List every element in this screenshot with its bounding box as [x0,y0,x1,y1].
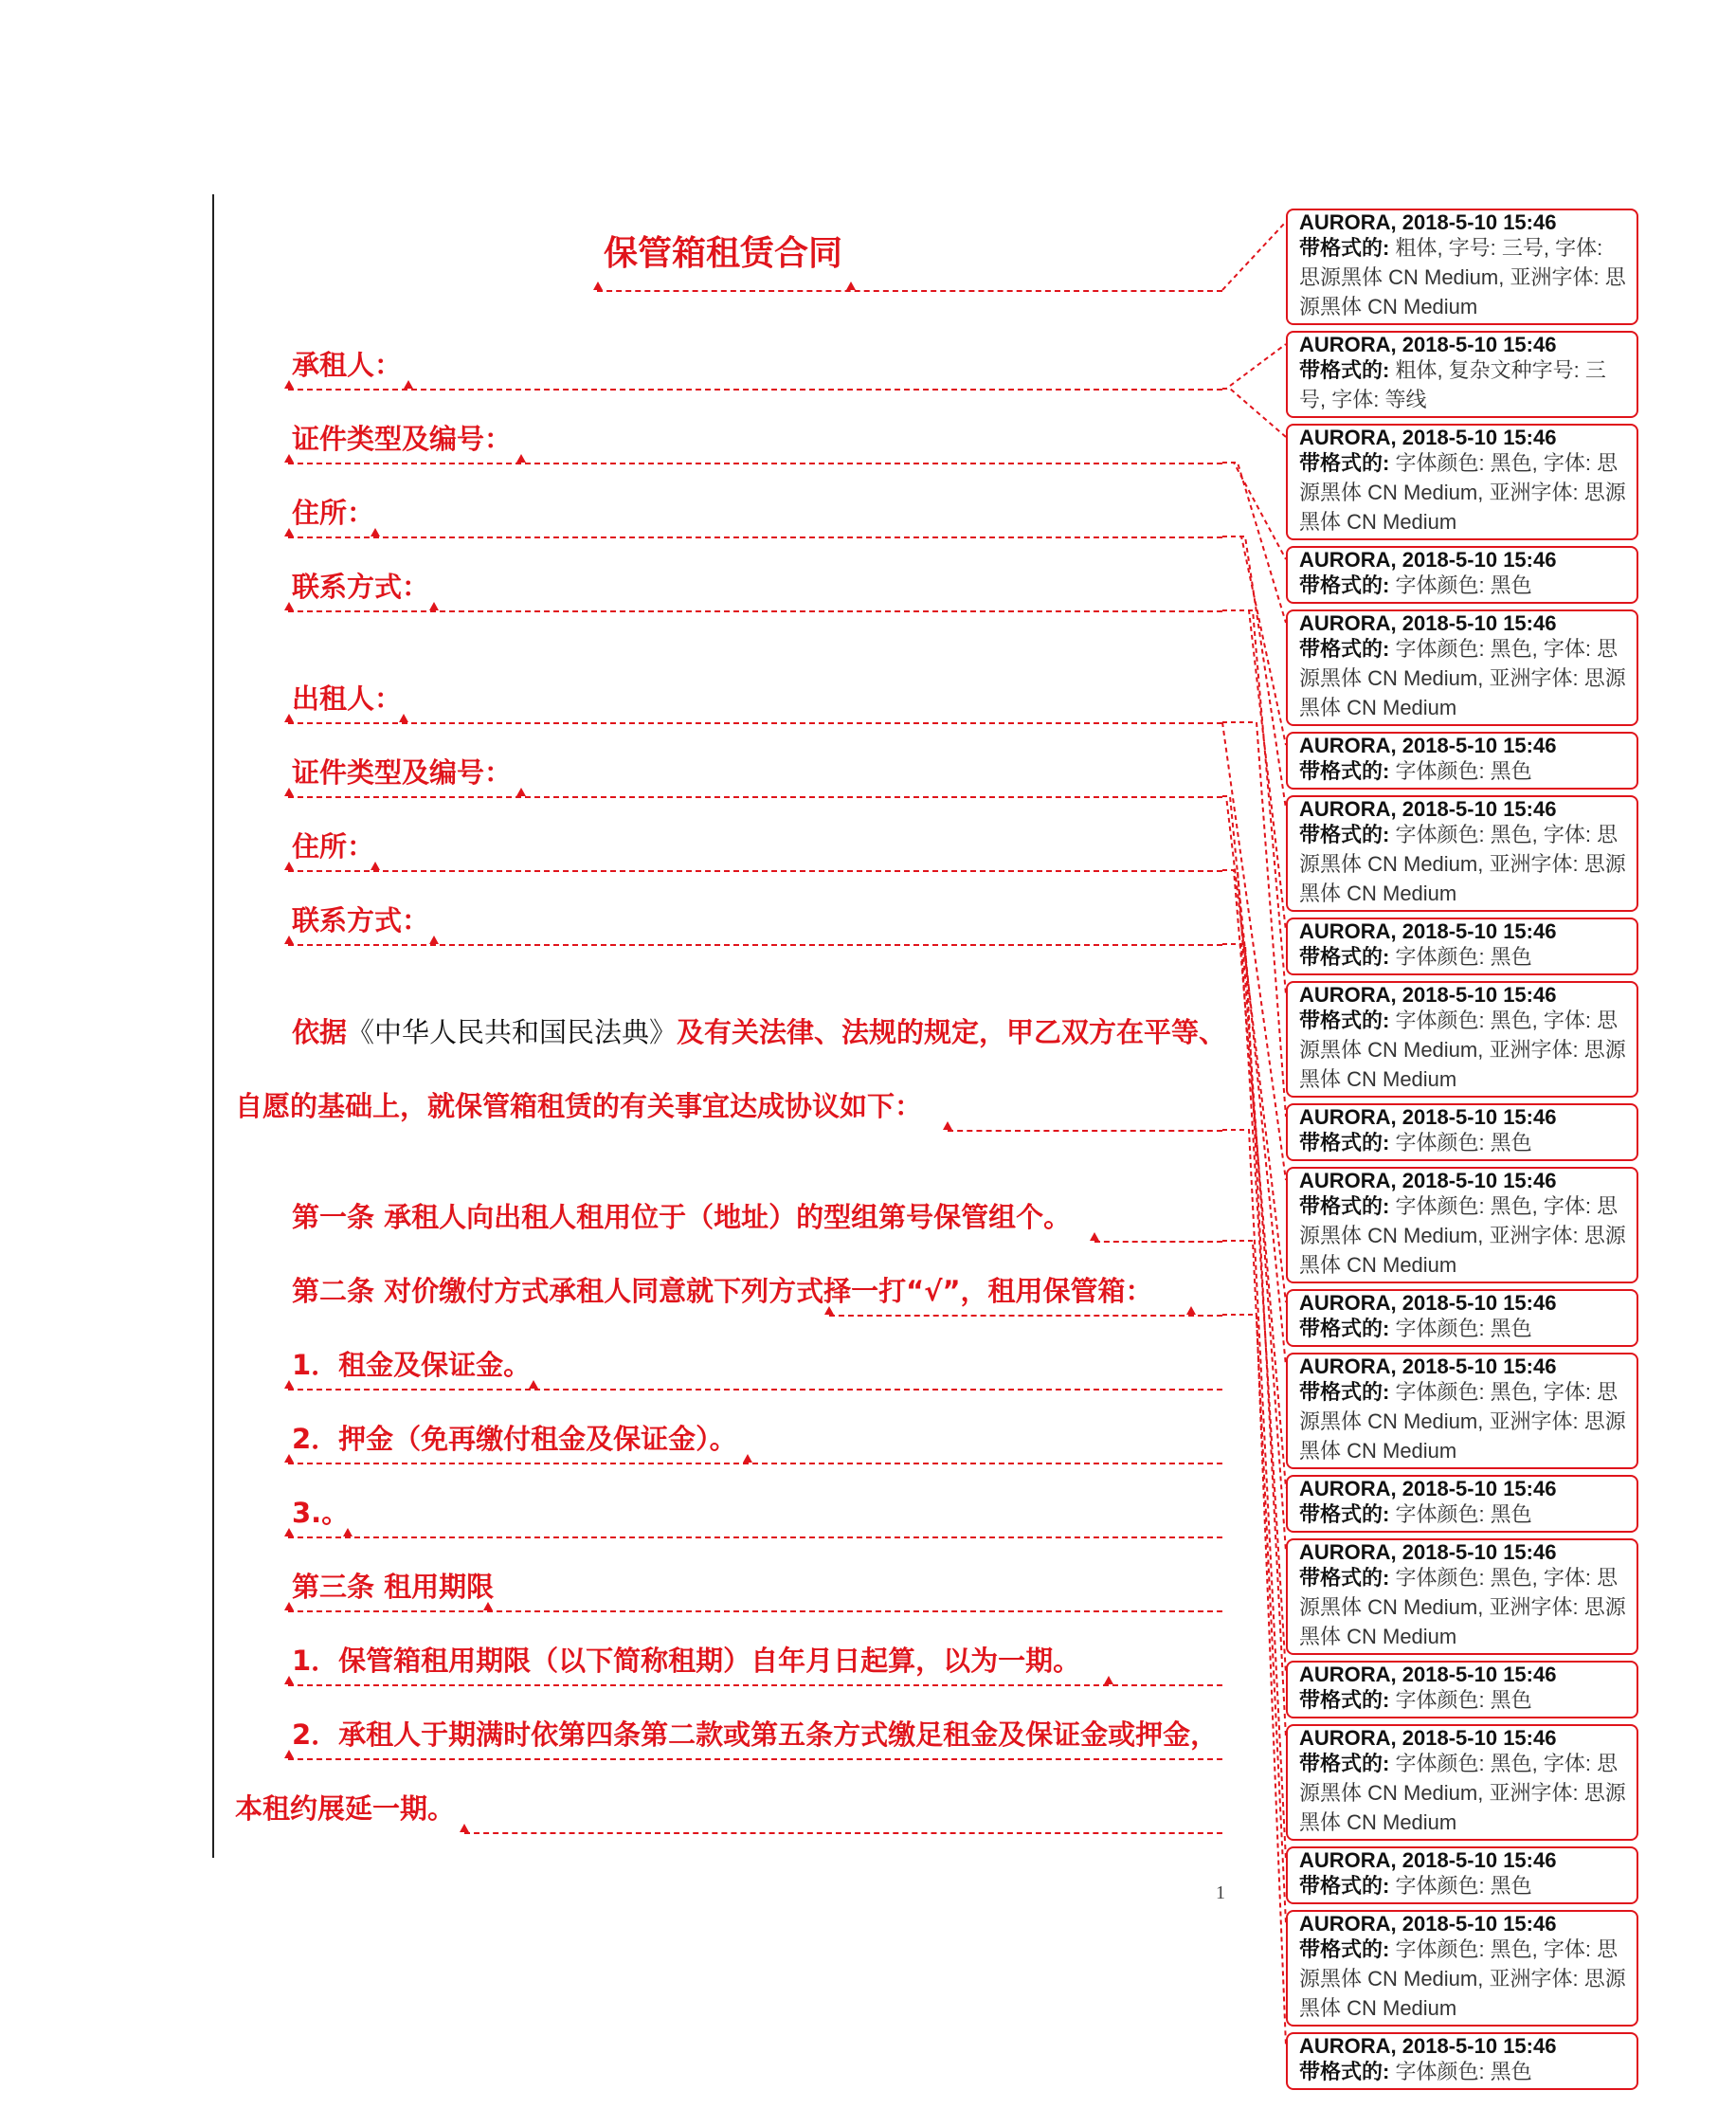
comment-balloon[interactable] [1286,1167,1638,1283]
comment-header: AURORA, 2018-5-10 15:46 [1299,983,1557,1007]
comment-detail: 字体颜色: 黑色, 字体: 思源黑体 CN Medium, 亚洲字体: 思源黑体 CN Medium [1299,1194,1626,1277]
comment-balloon[interactable] [1286,1661,1638,1718]
comment-balloon[interactable] [1286,1475,1638,1533]
comment-balloon[interactable] [1286,1289,1638,1347]
comment-label: 带格式的: [1299,1194,1396,1218]
clause-3: 第三条 租用期限 [292,1571,495,1603]
comment-body [1299,756,1627,786]
comment-body [1299,1871,1627,1900]
comment-label: 带格式的: [1299,1566,1396,1590]
comment-connector [1222,610,1286,931]
comment-label: 带格式的: [1299,358,1396,382]
clause-3-item-1: 1．保管箱租用期限（以下简称租期）自年月日起算，以为一期。 [292,1645,1081,1677]
comment-label: 带格式的: [1299,2060,1396,2083]
comment-balloon[interactable] [1286,546,1638,604]
comment-balloon[interactable] [1286,424,1638,540]
clause-2-option-3: 3.。 [292,1497,350,1529]
law-rest: 及有关法律、法规的规定，甲乙双方在平等、 [677,1016,1227,1048]
clause-2: 第二条 对价缴付方式承租人同意就下列方式择一打“√”，租用保管箱： [292,1275,1153,1307]
comment-balloon[interactable] [1286,1724,1638,1841]
comment-label: 带格式的: [1299,1752,1396,1775]
comment-label: 带格式的: [1299,1874,1396,1898]
comment-header: AURORA, 2018-5-10 15:46 [1299,1291,1557,1315]
comment-label: 带格式的: [1299,1131,1396,1154]
comment-balloon[interactable] [1286,1538,1638,1655]
comment-detail: 字体颜色: 黑色 [1395,1688,1532,1712]
comment-detail: 字体颜色: 黑色, 字体: 思源黑体 CN Medium, 亚洲字体: 思源黑体 CN Medium [1299,637,1626,719]
comment-label: 带格式的: [1299,1688,1396,1712]
comment-detail: 字体颜色: 黑色, 字体: 思源黑体 CN Medium, 亚洲字体: 思源黑体 CN Medium [1299,1752,1626,1834]
clause-2-option-2: 2．押金（免再缴付租金及保证金）。 [292,1423,737,1455]
comment-body [1299,233,1627,321]
comment-detail: 字体颜色: 黑色 [1395,1317,1532,1340]
comment-detail: 字体颜色: 黑色 [1395,573,1532,597]
comment-body [1299,1500,1627,1529]
comment-header: AURORA, 2018-5-10 15:46 [1299,1540,1557,1564]
comment-balloon[interactable] [1286,331,1638,418]
page-number: 1 [1216,1882,1225,1903]
comment-balloon[interactable] [1286,981,1638,1098]
comment-connector [1222,389,1286,437]
comment-label: 带格式的: [1299,759,1396,783]
comment-connector [1222,463,1286,559]
comment-header: AURORA, 2018-5-10 15:46 [1299,1354,1557,1378]
lessee-id-label: 证件类型及编号： [292,423,513,455]
lessee-contact-label: 联系方式： [292,571,430,603]
comment-detail: 字体颜色: 黑色 [1395,945,1532,969]
comment-balloon[interactable] [1286,732,1638,790]
comment-detail: 字体颜色: 黑色, 字体: 思源黑体 CN Medium, 亚洲字体: 思源黑体 CN Medium [1299,1566,1626,1648]
comment-header: AURORA, 2018-5-10 15:46 [1299,333,1557,356]
clause-3-item-2-continuation: 本租约展延一期。 [235,1792,456,1825]
comment-detail: 字体颜色: 黑色 [1395,1502,1532,1526]
comment-connector [1222,1315,1286,2045]
comment-balloon[interactable] [1286,795,1638,912]
comment-connector [1222,870,1286,1488]
comment-header: AURORA, 2018-5-10 15:46 [1299,1105,1557,1129]
comment-label: 带格式的: [1299,573,1396,597]
comment-label: 带格式的: [1299,1009,1396,1032]
comment-detail: 字体颜色: 黑色 [1395,1131,1532,1154]
comment-connector [1222,944,1286,1737]
comment-detail: 字体颜色: 黑色, 字体: 思源黑体 CN Medium, 亚洲字体: 思源黑体 CN Medium [1299,1937,1626,2020]
lessor-contact-label: 联系方式： [292,904,430,936]
comment-header: AURORA, 2018-5-10 15:46 [1299,797,1557,821]
comment-connector [1222,344,1286,389]
comment-header: AURORA, 2018-5-10 15:46 [1299,426,1557,449]
comment-header: AURORA, 2018-5-10 15:46 [1299,1912,1557,1936]
clause-1: 第一条 承租人向出租人租用位于（地址）的型组第号保管组个。 [292,1201,1072,1233]
lessor-id-label: 证件类型及编号： [292,756,513,789]
comment-label: 带格式的: [1299,945,1396,969]
comment-header: AURORA, 2018-5-10 15:46 [1299,548,1557,572]
comment-label: 带格式的: [1299,236,1396,260]
comment-body [1299,2057,1627,2086]
comment-detail: 字体颜色: 黑色 [1395,759,1532,783]
comment-header: AURORA, 2018-5-10 15:46 [1299,1848,1557,1872]
comment-balloon[interactable] [1286,2032,1638,2090]
comment-balloon[interactable] [1286,1910,1638,2027]
comment-header: AURORA, 2018-5-10 15:46 [1299,210,1557,234]
comment-balloon[interactable] [1286,209,1638,325]
comment-label: 带格式的: [1299,1317,1396,1340]
comment-connector [1222,222,1286,290]
comment-body [1299,448,1627,536]
comment-header: AURORA, 2018-5-10 15:46 [1299,919,1557,943]
lessor-label: 出租人： [292,682,403,715]
lessor-address-label: 住所： [292,830,375,863]
lessee-address-label: 住所： [292,497,375,529]
comment-connector [1222,1130,1286,1860]
comment-label: 带格式的: [1299,823,1396,846]
comment-balloon[interactable] [1286,1353,1638,1469]
comment-label: 带格式的: [1299,1380,1396,1404]
comment-header: AURORA, 2018-5-10 15:46 [1299,2034,1557,2058]
comment-connector [1222,870,1286,1552]
comment-body [1299,820,1627,908]
lessee-label: 承租人： [292,349,403,381]
comment-balloon[interactable] [1286,609,1638,726]
comment-body [1299,1935,1627,2023]
comment-detail: 字体颜色: 黑色, 字体: 思源黑体 CN Medium, 亚洲字体: 思源黑体 CN Medium [1299,451,1626,534]
comment-body [1299,1191,1627,1280]
comment-connector [1222,536,1286,745]
comment-body [1299,355,1627,414]
comment-body [1299,1749,1627,1837]
comment-header: AURORA, 2018-5-10 15:46 [1299,734,1557,757]
comment-body [1299,942,1627,972]
clause-3-item-2: 2．承租人于期满时依第四条第二款或第五条方式缴足租金及保证金或押金， [292,1718,1219,1751]
comment-header: AURORA, 2018-5-10 15:46 [1299,1477,1557,1500]
comment-detail: 字体颜色: 黑色, 字体: 思源黑体 CN Medium, 亚洲字体: 思源黑体 CN Medium [1299,1009,1626,1091]
comment-detail: 字体颜色: 黑色, 字体: 思源黑体 CN Medium, 亚洲字体: 思源黑体 CN Medium [1299,1380,1626,1463]
comment-connector [1222,536,1286,809]
comment-header: AURORA, 2018-5-10 15:46 [1299,1663,1557,1686]
comment-body [1299,1128,1627,1157]
law-name: 《中华人民共和国民法典》 [347,1016,678,1048]
comment-detail: 字体颜色: 黑色 [1395,2060,1532,2083]
agreement-line: 自愿的基础上，就保管箱租赁的有关事宜达成协议如下： [235,1090,923,1122]
comment-body [1299,1685,1627,1715]
comment-label: 带格式的: [1299,451,1396,475]
comment-detail: 字体颜色: 黑色, 字体: 思源黑体 CN Medium, 亚洲字体: 思源黑体 CN Medium [1299,823,1626,905]
comment-body [1299,634,1627,722]
comment-label: 带格式的: [1299,1502,1396,1526]
comment-header: AURORA, 2018-5-10 15:46 [1299,1169,1557,1192]
comment-body [1299,1563,1627,1651]
comment-header: AURORA, 2018-5-10 15:46 [1299,611,1557,635]
comment-body [1299,1377,1627,1465]
comment-balloon[interactable] [1286,1846,1638,1904]
comment-body [1299,571,1627,600]
comment-detail: 字体颜色: 黑色 [1395,1874,1532,1898]
document-title: 保管箱租赁合同 [604,234,843,273]
clause-2-option-1: 1．租金及保证金。 [292,1349,532,1381]
comment-label: 带格式的: [1299,637,1396,661]
comment-detail: 粗体, 字号: 三号, 字体: 思源黑体 CN Medium, 亚洲字体: 思源黑体 CN Medium [1299,236,1626,318]
comment-label: 带格式的: [1299,1937,1396,1961]
law-intro: 依据 [292,1016,348,1048]
comment-balloon[interactable] [1286,1103,1638,1161]
comment-balloon[interactable] [1286,918,1638,975]
comment-detail: 粗体, 复杂文种字号: 三号, 字体: 等线 [1299,358,1606,411]
comment-body [1299,1314,1627,1343]
comment-body [1299,1006,1627,1094]
comment-connector [1222,610,1286,994]
comment-header: AURORA, 2018-5-10 15:46 [1299,1726,1557,1750]
comment-connector [1222,722,1286,1117]
